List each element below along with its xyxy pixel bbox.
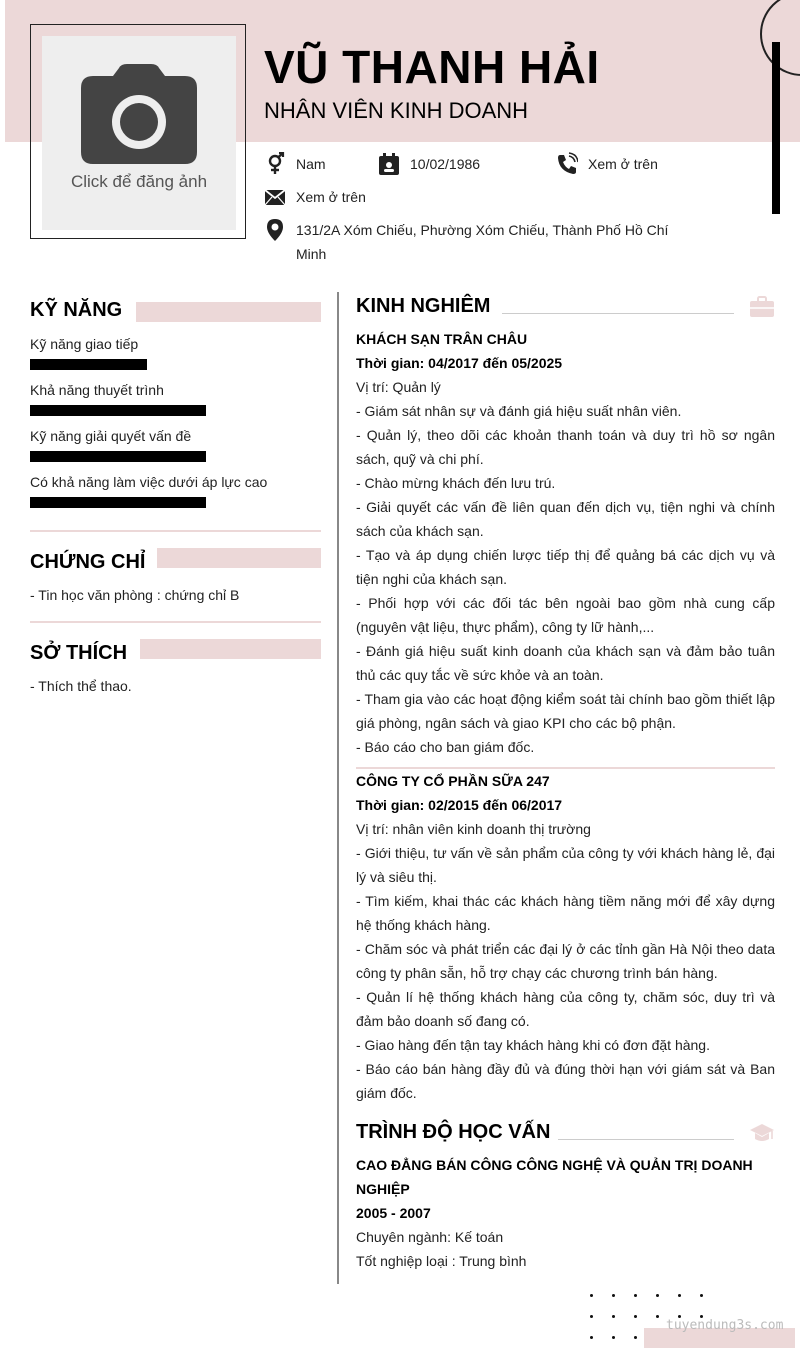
job-duty: - Báo cáo bán hàng đầy đủ và đúng thời hạn với giám sát và Ban giám đốc. [356, 1061, 775, 1101]
section-divider [30, 621, 321, 623]
job-period: Thời gian: 04/2017 đến 05/2025 [356, 355, 563, 371]
decorative-dot [656, 1315, 659, 1318]
graduation-cap-icon [749, 1122, 775, 1144]
email-value: Xem ở trên [296, 189, 366, 205]
job-duty: - Tham gia vào các hoạt động kiểm soát tài chính bao gồm thiết lập giá phòng, ngân sách và giao KPI cho các bộ phận. [356, 691, 775, 731]
skills-title-bar [136, 302, 321, 322]
phone-info [556, 152, 658, 176]
job-duty: - Giao hàng đến tận tay khách hàng khi có đơn đặt hàng. [356, 1037, 710, 1053]
certificates-title: CHỨNG CHỈ [30, 551, 146, 573]
job-duty: - Đánh giá hiệu suất kinh doanh của khách sạn và đảm bảo tuân thủ các quy tắc về sức khỏe và an toàn. [356, 643, 775, 683]
skill-level-bar [30, 405, 206, 416]
skill-level-bar [30, 359, 147, 370]
address-line-1: 131/2A Xóm Chiếu, Phường Xóm Chiếu, Thành Phố Hồ Chí [296, 222, 669, 238]
decorative-dot [656, 1294, 659, 1297]
job-duty: - Chào mừng khách đến lưu trú. [356, 475, 556, 491]
job-duty: - Chăm sóc và phát triển các đại lý ở các tỉnh gần Hà Nội theo data công ty phân sẵn, hỗ trợ chạy các chương trình bán hàng. [356, 941, 775, 981]
decorative-dot [612, 1336, 615, 1339]
job-duty: - Quản lí hệ thống khách hàng của công ty, chăm sóc, duy trì và đảm bảo doanh số đang có. [356, 989, 775, 1029]
job-duty: - Báo cáo cho ban giám đốc. [356, 739, 535, 755]
decorative-dot [590, 1315, 593, 1318]
hobby-item: - Thích thể thao. [30, 678, 132, 694]
decorative-dot [678, 1294, 681, 1297]
education-entry [356, 1153, 775, 1273]
certificates-title-bar [157, 548, 321, 568]
decorative-dot [634, 1336, 637, 1339]
job-duty: - Tạo và áp dụng chiến lược tiếp thị để quảng bá các dịch vụ và tiện nghi của khách sạn. [356, 547, 775, 587]
job-company: CÔNG TY CỔ PHẦN SỮA 247 [356, 773, 550, 789]
birthdate-info [378, 152, 480, 176]
hobbies-title-bar [140, 639, 321, 659]
address-info [264, 218, 684, 266]
job-entry [356, 769, 775, 1105]
skill-name: Kỹ năng giao tiếp [30, 336, 139, 352]
candidate-job-title: NHÂN VIÊN KINH DOANH [264, 98, 529, 123]
column-separator [337, 292, 339, 1284]
photo-upload[interactable] [42, 36, 236, 230]
address-line-2: Minh [296, 246, 327, 262]
skill-level-bar [30, 451, 206, 462]
job-period: Thời gian: 02/2015 đến 06/2017 [356, 797, 563, 813]
job-position: Vị trí: nhân viên kinh doanh thị trường [356, 821, 591, 837]
education-major: Chuyên ngành: Kế toán [356, 1229, 504, 1245]
location-pin-icon [264, 218, 286, 242]
job-duty: - Giới thiệu, tư vấn về sản phẩm của công ty với khách hàng lẻ, đại lý và siêu thị. [356, 845, 775, 885]
decorative-dot [700, 1294, 703, 1297]
education-title: TRÌNH ĐỘ HỌC VẤN [356, 1121, 551, 1143]
skill-level-bar [30, 497, 206, 508]
phone-value: Xem ở trên [588, 156, 658, 172]
education-period: 2005 - 2007 [356, 1205, 431, 1221]
decorative-dot [634, 1315, 637, 1318]
hobbies-title: SỞ THÍCH [30, 642, 128, 664]
section-divider [30, 530, 321, 532]
birthdate-value: 10/02/1986 [410, 156, 481, 172]
decorative-dot [634, 1294, 637, 1297]
job-duty: - Phối hợp với các đối tác bên ngoài bao gồm nhà cung cấp (nguyên vật liệu, thực phẩm), công ty lữ hành,... [356, 595, 775, 635]
briefcase-icon [749, 296, 775, 318]
decorative-dot [590, 1336, 593, 1339]
job-entry [356, 327, 775, 759]
decorative-dot [590, 1294, 593, 1297]
experience-title: KINH NGHIÊM [356, 295, 491, 317]
education-school: CAO ĐẲNG BÁN CÔNG CÔNG NGHỆ VÀ QUẢN TRỊ DOANH NGHIỆP [356, 1157, 753, 1197]
job-position: Vị trí: Quản lý [356, 379, 441, 395]
calendar-icon [378, 152, 400, 176]
decorative-bar [772, 42, 780, 214]
mail-icon [264, 185, 286, 209]
decorative-dot [612, 1315, 615, 1318]
education-title-line [558, 1139, 734, 1140]
gender-info [264, 152, 326, 176]
skill-name: Có khả năng làm việc dưới áp lực cao [30, 474, 268, 490]
education-grade: Tốt nghiệp loại : Trung bình [356, 1253, 527, 1269]
email-info [264, 185, 366, 209]
gender-value: Nam [296, 156, 326, 172]
candidate-name: VŨ THANH HẢI [264, 41, 600, 93]
certificate-item: - Tin học văn phòng : chứng chỉ B [30, 587, 240, 603]
watermark: tuyendung3s.com [666, 1318, 784, 1333]
job-duty: - Giám sát nhân sự và đánh giá hiệu suất nhân viên. [356, 403, 682, 419]
gender-icon [264, 152, 286, 176]
photo-upload-label: Click để đăng ảnh [70, 172, 208, 191]
job-duty: - Quản lý, theo dõi các khoản thanh toán và duy trì hồ sơ ngân sách, quỹ và chi phí. [356, 427, 775, 467]
phone-icon [556, 152, 578, 176]
job-company: KHÁCH SẠN TRÂN CHÂU [356, 331, 528, 347]
skill-name: Khả năng thuyết trình [30, 382, 164, 398]
camera-icon [81, 64, 197, 164]
skills-title: KỸ NĂNG [30, 299, 123, 321]
decorative-dot [612, 1294, 615, 1297]
skill-name: Kỹ năng giải quyết vấn đề [30, 428, 192, 444]
job-duty: - Giải quyết các vấn đề liên quan đến dịch vụ, tiện nghi và chính sách của khách sạn. [356, 499, 775, 539]
job-duty: - Tìm kiếm, khai thác các khách hàng tiềm năng mới để xây dựng hệ thống khách hàng. [356, 893, 775, 933]
experience-title-line [502, 313, 734, 314]
